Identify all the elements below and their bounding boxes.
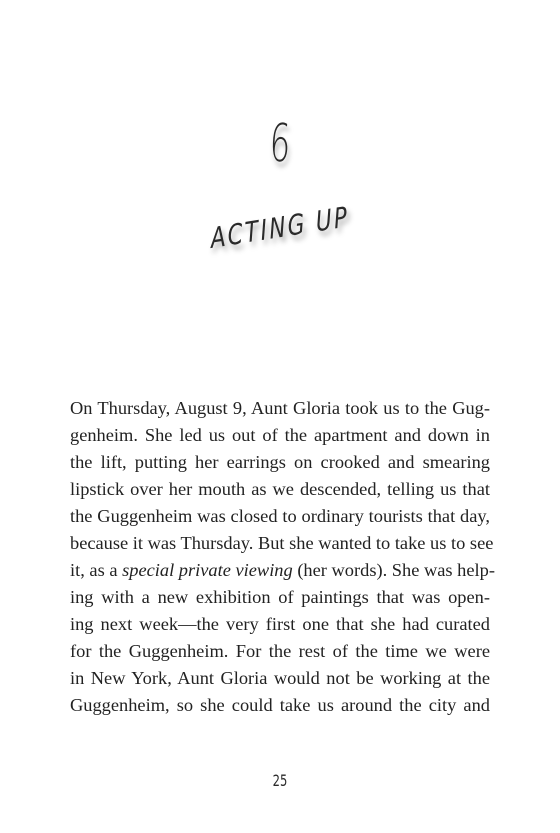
- body-line: for the Guggenheim. For the rest of the time we were: [70, 641, 490, 661]
- body-line: genheim. She led us out of the apartment and down in: [70, 425, 490, 445]
- body-line: ing next week—the very first one that she had curated: [70, 614, 490, 634]
- body-line: the lift, putting her earrings on crooked and smearing: [70, 452, 490, 472]
- body-line: lipstick over her mouth as we descended, telling us that: [70, 479, 490, 499]
- page-number: 25: [272, 771, 288, 790]
- body-line: On Thursday, August 9, Aunt Gloria took us to the Gug-: [70, 398, 490, 418]
- body-line-with-italic: [70, 557, 495, 584]
- body-text-segment: (her words). She was help-: [297, 560, 495, 580]
- italic-phrase: special private viewing: [122, 560, 293, 580]
- body-line: in New York, Aunt Gloria would not be working at the: [70, 668, 490, 688]
- body-line: the Guggenheim was closed to ordinary tourists that day,: [70, 506, 490, 526]
- body-line: ing with a new exhibition of paintings that was open-: [70, 587, 490, 607]
- body-text-segment: it, as a: [70, 560, 118, 580]
- body-text: [70, 395, 495, 719]
- chapter-title: ACTING UP: [209, 200, 351, 255]
- body-line: Guggenheim, so she could take us around the city and: [70, 695, 490, 715]
- chapter-number: 6: [268, 114, 292, 174]
- body-line: because it was Thursday. But she wanted to take us to see: [70, 533, 494, 553]
